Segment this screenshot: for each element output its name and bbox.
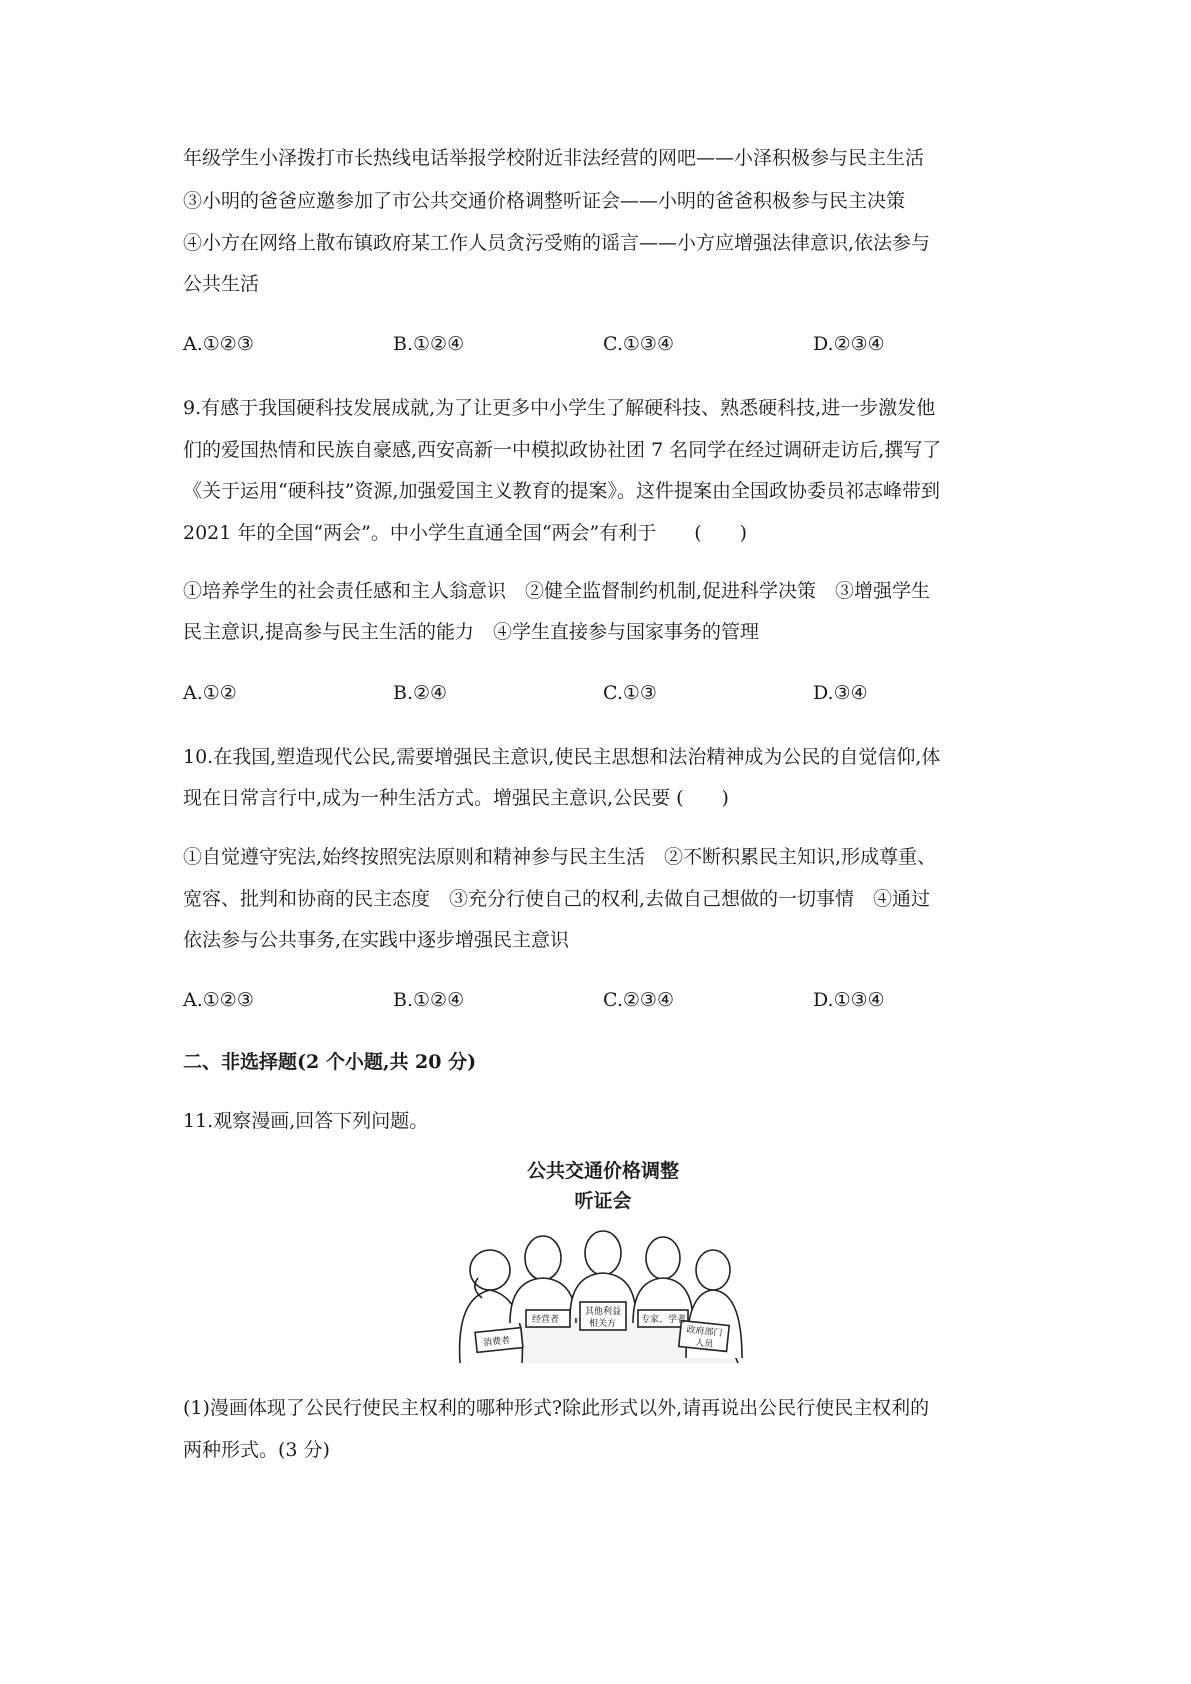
q10-item-line-3: 依法参与公共事务,在实践中逐步增强民主意识 xyxy=(183,929,570,951)
label-consumer: 消费者 xyxy=(482,1335,511,1349)
cartoon-title-line-2: 听证会 xyxy=(574,1190,632,1212)
q9-option-d: D.③④ xyxy=(813,682,868,704)
q10-item-line-2: 宽容、批判和协商的民主态度 ③充分行使自己的权利,去做自己想做的一切事情 ④通过 xyxy=(183,888,931,910)
q10-line-1: 10.在我国,塑造现代公民,需要增强民主意识,使民主思想和法治精神成为公民的自觉信仰,体 xyxy=(183,746,941,768)
q10-option-b: B.①②④ xyxy=(393,989,465,1011)
label-operator: 经营者 xyxy=(532,1315,560,1325)
q9-line-1: 9.有感于我国硬科技发展成就,为了让更多中小学生了解硬科技、熟悉硬科技,进一步激发他 xyxy=(183,397,936,419)
label-staff: 人员 xyxy=(694,1338,714,1350)
label-related-party: 相关方 xyxy=(589,1319,617,1329)
q8-line-3: ④小方在网络上散布镇政府某工作人员贪污受贿的谣言——小方应增强法律意识,依法参与 xyxy=(183,232,931,254)
hearing-cartoon xyxy=(448,1158,758,1368)
q8-line-1: 年级学生小泽拨打市长热线电话举报学校附近非法经营的网吧——小泽积极参与民主生活 xyxy=(183,147,925,169)
q8-option-d: D.②③④ xyxy=(813,333,885,355)
cartoon-title-line-1: 公共交通价格调整 xyxy=(526,1160,679,1182)
q11-stem: 11.观察漫画,回答下列问题。 xyxy=(183,1110,429,1132)
q8-option-a: A.①②③ xyxy=(183,333,254,355)
q10-item-line-1: ①自觉遵守宪法,始终按照宪法原则和精神参与民主生活 ②不断积累民主知识,形成尊重、 xyxy=(183,846,937,868)
q9-line-3: 《关于运用“硬科技”资源,加强爱国主义教育的提案》。这件提案由全国政协委员祁志峰带到 xyxy=(183,480,940,502)
q8-option-b: B.①②④ xyxy=(393,333,465,355)
q9-option-b: B.②④ xyxy=(393,682,448,704)
q9-line-4: 2021 年的全国“两会”。中小学生直通全国“两会”有利于 ( ) xyxy=(183,522,748,544)
q11-sub1-line-2: 两种形式。(3 分) xyxy=(183,1439,330,1461)
q8-line-4: 公共生活 xyxy=(183,273,260,295)
q9-option-a: A.①② xyxy=(183,682,237,704)
label-government: 政府部门 xyxy=(685,1325,723,1339)
q11-sub1-line-1: (1)漫画体现了公民行使民主权利的哪种形式?除此形式以外,请再说出公民行使民主权利的 xyxy=(183,1397,930,1419)
q10-line-2: 现在日常言行中,成为一种生活方式。增强民主意识,公民要 ( ) xyxy=(183,787,729,809)
q8-option-c: C.①③④ xyxy=(603,333,674,355)
q8-line-2: ③小明的爸爸应邀参加了市公共交通价格调整听证会——小明的爸爸积极参与民主决策 xyxy=(183,190,906,212)
section-title: 二、非选择题(2 个小题,共 20 分) xyxy=(183,1051,477,1073)
label-experts: 专家、学者 xyxy=(641,1315,687,1325)
q9-line-2: 们的爱国热情和民族自豪感,西安高新一中模拟政协社团 7 名同学在经过调研走访后,撰写了 xyxy=(183,439,942,461)
q9-item-line-1: ①培养学生的社会责任感和主人翁意识 ②健全监督制约机制,促进科学决策 ③增强学生 xyxy=(183,580,931,602)
q9-option-c: C.①③ xyxy=(603,682,657,704)
q9-item-line-2: 民主意识,提高参与民主生活的能力 ④学生直接参与国家事务的管理 xyxy=(183,621,760,643)
q10-option-a: A.①②③ xyxy=(183,989,254,1011)
q10-option-d: D.①③④ xyxy=(813,989,885,1011)
label-other-interest: 其他利益 xyxy=(585,1307,622,1317)
cartoon-drawing xyxy=(448,1158,758,1368)
q10-option-c: C.②③④ xyxy=(603,989,674,1011)
